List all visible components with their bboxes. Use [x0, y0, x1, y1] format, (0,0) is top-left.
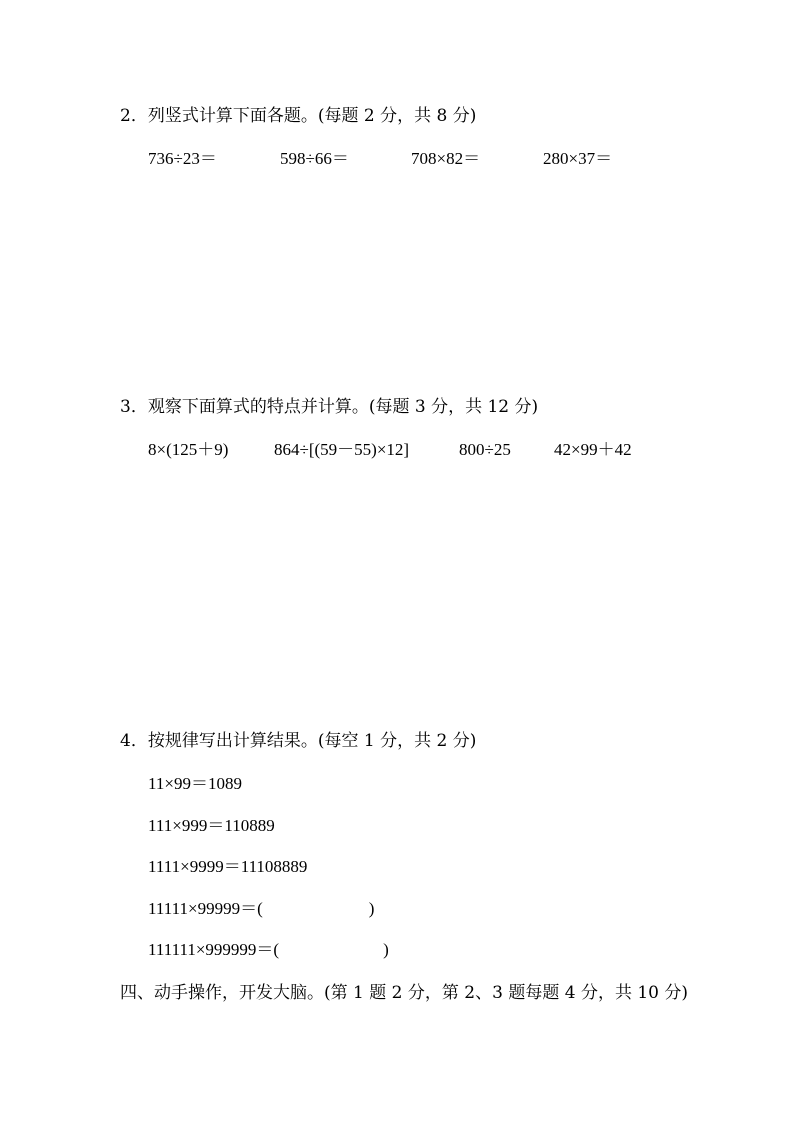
q4-blank-expr-1: 11111×99999＝( [148, 899, 263, 918]
q4-line-2: 111×999＝110889 [148, 816, 275, 835]
q2-expr-3: 708×82＝ [411, 149, 481, 168]
q4-blank-line-1 [148, 898, 374, 920]
q4-line-1: 11×99＝1089 [148, 774, 242, 793]
q3-title: 3．观察下面算式的特点并计算。(每题 3 分，共 12 分) [120, 397, 539, 417]
q2-expr-1: 736÷23＝ [148, 149, 217, 168]
q3-expr-1: 8×(125＋9) [148, 440, 229, 459]
q4-blank-close-1: ) [368, 899, 375, 918]
q4-blank-line-2 [148, 939, 389, 961]
q3-expr-2: 864÷[(59－55)×12] [274, 440, 410, 459]
q2-expr-2: 598÷66＝ [280, 149, 349, 168]
q4-line-3: 1111×9999＝11108889 [148, 857, 308, 876]
q4-blank-close-2: ) [383, 940, 389, 959]
q4-title: 4．按规律写出计算结果。(每空 1 分，共 2 分) [120, 731, 477, 751]
q2-title: 2．列竖式计算下面各题。(每题 2 分，共 8 分) [120, 106, 477, 126]
q4-blank-expr-2: 111111×999999＝( [148, 940, 280, 959]
q2-expr-4: 280×37＝ [543, 149, 613, 168]
section4-title: 四、动手操作，开发大脑。(第 1 题 2 分，第 2、3 题每题 4 分，共 10 分) [120, 983, 689, 1003]
q3-expr-4: 42×99＋42 [554, 440, 632, 459]
q3-expr-3: 800÷25 [459, 440, 511, 459]
